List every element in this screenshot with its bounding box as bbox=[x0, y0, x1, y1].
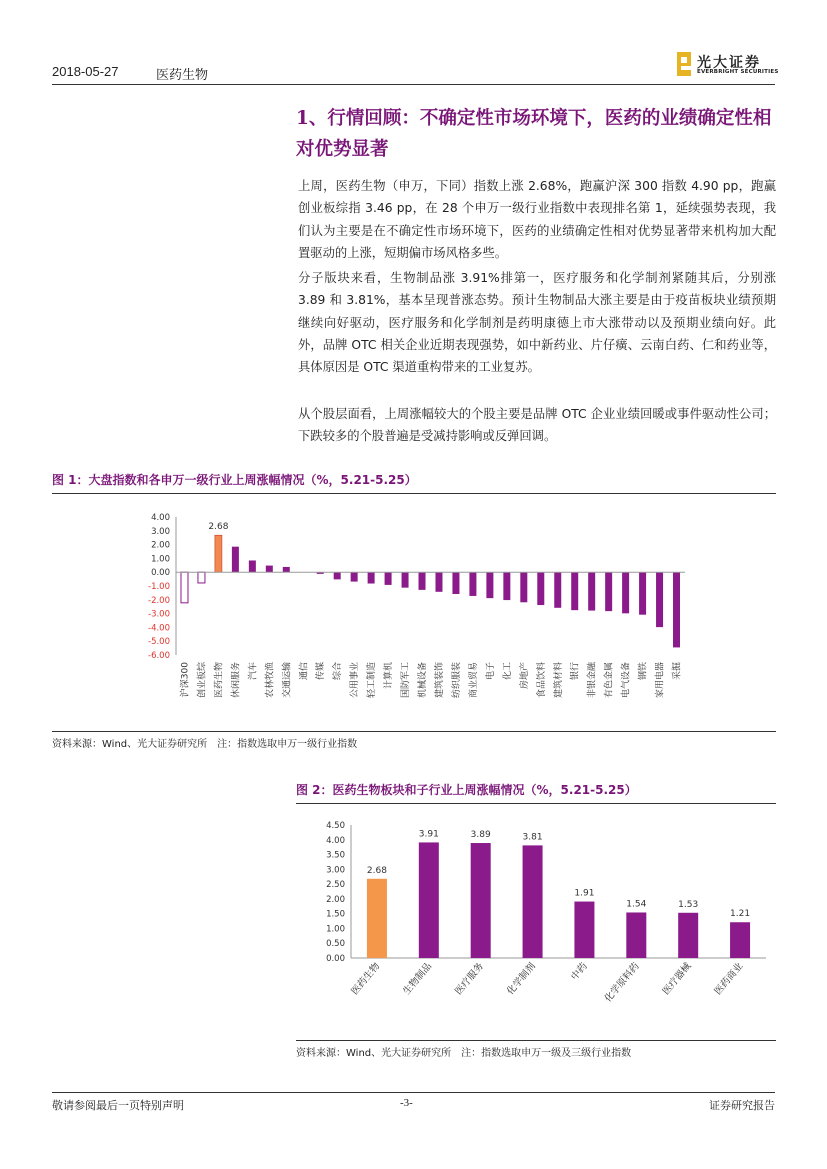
section-title: 1、行情回顾：不确定性市场环境下，医药的业绩确定性相对优势显著 bbox=[296, 108, 772, 160]
category-label: 银行 bbox=[570, 662, 581, 681]
category-label: 交通运输 bbox=[282, 662, 293, 699]
data-label: 2.68 bbox=[366, 865, 387, 876]
data-label: 3.81 bbox=[522, 832, 543, 843]
category-label: 医药商业 bbox=[712, 960, 746, 998]
bar bbox=[656, 572, 663, 627]
category-label: 化工 bbox=[502, 662, 513, 681]
bar bbox=[554, 572, 561, 608]
y-tick-label: 3.00 bbox=[151, 526, 170, 537]
bar bbox=[452, 572, 459, 594]
category-label: 沪深300 bbox=[180, 662, 191, 698]
bar bbox=[283, 567, 290, 572]
footer-disclaimer: 敬请参阅最后一页特别声明 bbox=[52, 1099, 184, 1112]
category-label: 综合 bbox=[333, 662, 344, 681]
y-tick-label: -2.00 bbox=[148, 595, 170, 606]
category-label: 公用事业 bbox=[350, 662, 361, 699]
category-label: 电气设备 bbox=[621, 662, 632, 699]
y-tick-label: 3.00 bbox=[326, 865, 345, 876]
footer-rule bbox=[52, 1092, 775, 1093]
bar bbox=[266, 566, 273, 573]
bar bbox=[730, 922, 750, 958]
page-number: -3- bbox=[400, 1097, 413, 1109]
figure1-chart bbox=[120, 505, 700, 723]
y-tick-label: 1.00 bbox=[151, 554, 170, 565]
bar bbox=[469, 572, 476, 596]
category-label: 计算机 bbox=[384, 662, 395, 690]
category-label: 汽车 bbox=[248, 662, 259, 681]
category-label: 传媒 bbox=[316, 662, 327, 681]
bar bbox=[368, 572, 375, 583]
category-label: 农林牧渔 bbox=[265, 662, 276, 699]
figure2-source: 资料来源：Wind、光大证券研究所 注：指数选取申万一级及三级行业指数 bbox=[296, 1048, 632, 1059]
category-label: 商业贸易 bbox=[468, 662, 479, 699]
category-label: 建筑装饰 bbox=[434, 662, 445, 699]
category-label: 生物制品 bbox=[401, 960, 435, 998]
y-tick-label: 3.50 bbox=[326, 850, 345, 861]
paragraph-subsector: 分子版块来看，生物制品涨 3.91%排第一，医疗服务和化学制剂紧随其后，分别涨 3.89 和 3.81%，基本呈现普涨态势。预计生物制品大涨主要是由于疫苗板块业绩预期继续向好驱动，医疗服务和化学制剂是药明康德上市大涨带动以及预期业绩向好。此外，品牌 OTC 相关企业近期表现强势，如中新药业、片仔癀、云南白药、仁和药业等，具体原因是 OTC 渠道重构带来的工业复苏。 bbox=[298, 271, 776, 375]
y-tick-label: 4.50 bbox=[326, 821, 345, 831]
category-label: 创业板综 bbox=[197, 662, 208, 699]
bar bbox=[523, 845, 543, 958]
category-label: 化学制剂 bbox=[504, 960, 538, 998]
bar bbox=[537, 572, 544, 605]
bar bbox=[351, 572, 358, 581]
y-tick-label: -3.00 bbox=[148, 609, 170, 620]
category-label: 家用电器 bbox=[655, 662, 666, 699]
footer-report-type: 证券研究报告 bbox=[709, 1099, 775, 1112]
data-label: 3.91 bbox=[418, 829, 439, 840]
category-label: 建筑材料 bbox=[553, 662, 564, 699]
category-label: 非银金融 bbox=[587, 662, 598, 699]
bar bbox=[574, 902, 594, 958]
y-tick-label: 4.00 bbox=[151, 513, 170, 523]
y-tick-label: -4.00 bbox=[148, 623, 170, 634]
figure2-chart bbox=[296, 815, 776, 1037]
data-label: 1.53 bbox=[678, 899, 699, 910]
bar bbox=[419, 572, 426, 590]
figure2-title: 图 2：医药生物板块和子行业上周涨幅情况（%，5.21-5.25） bbox=[296, 783, 637, 797]
bar bbox=[435, 572, 442, 592]
report-date: 2018-05-27 bbox=[52, 64, 119, 79]
category-label: 食品饮料 bbox=[536, 662, 547, 699]
logo-text-cn: 光大证券 bbox=[697, 55, 761, 71]
bar bbox=[520, 572, 527, 602]
page-header bbox=[52, 46, 779, 85]
category-label: 机械设备 bbox=[418, 662, 429, 699]
category-label: 中药 bbox=[569, 960, 590, 983]
figure2-rule bbox=[296, 803, 776, 804]
bar bbox=[419, 842, 439, 958]
paragraph-stocks: 从个股层面看，上周涨幅较大的个股主要是品牌 OTC 企业业绩回暖或事件驱动性公司；下跌较多的个股普遍是受减持影响或反弹回调。 bbox=[298, 407, 776, 444]
bar bbox=[367, 879, 387, 958]
y-tick-label: 0.00 bbox=[151, 568, 170, 579]
data-label: 3.89 bbox=[470, 830, 491, 841]
bar bbox=[385, 572, 392, 585]
category-label: 电子 bbox=[485, 662, 496, 681]
category-label: 有色金属 bbox=[604, 662, 615, 699]
data-label: 1.54 bbox=[626, 899, 647, 910]
y-tick-label: 1.00 bbox=[326, 924, 345, 935]
bar bbox=[571, 572, 578, 610]
data-label: 1.91 bbox=[574, 888, 595, 899]
y-tick-label: -1.00 bbox=[148, 582, 170, 592]
bar bbox=[673, 572, 680, 647]
bar bbox=[626, 912, 646, 958]
figure2-source-rule bbox=[296, 1040, 776, 1041]
y-tick-label: 4.00 bbox=[326, 835, 345, 846]
category-label: 医药生物 bbox=[214, 662, 225, 699]
y-tick-label: 2.00 bbox=[151, 540, 170, 551]
figure1-source-rule bbox=[52, 731, 776, 732]
bar bbox=[334, 572, 341, 579]
y-tick-label: -6.00 bbox=[148, 651, 170, 661]
category-label: 医疗服务 bbox=[453, 960, 486, 998]
bar bbox=[639, 572, 646, 615]
bar bbox=[588, 572, 595, 610]
figure1-title: 图 1：大盘指数和各申万一级行业上周涨幅情况（%，5.21-5.25） bbox=[52, 473, 417, 487]
logo-text-en: EVERBRIGHT SECURITIES bbox=[697, 69, 779, 75]
y-tick-label: 0.50 bbox=[326, 939, 345, 950]
category-label: 医疗器械 bbox=[660, 960, 694, 998]
y-tick-label: -5.00 bbox=[148, 637, 170, 648]
category-label: 医药生物 bbox=[349, 960, 383, 998]
bar bbox=[471, 843, 491, 958]
bar bbox=[402, 572, 409, 587]
bar bbox=[678, 913, 698, 958]
y-tick-label: 2.00 bbox=[326, 894, 345, 905]
category-label: 通信 bbox=[299, 662, 310, 681]
bar bbox=[181, 572, 188, 603]
category-label: 采掘 bbox=[672, 662, 683, 681]
bar bbox=[622, 572, 629, 613]
bar bbox=[232, 547, 239, 573]
company-logo bbox=[677, 52, 779, 78]
report-sector: 医药生物 bbox=[156, 68, 209, 83]
bar bbox=[215, 535, 222, 572]
logo-mark-icon bbox=[677, 52, 691, 76]
bar bbox=[198, 572, 205, 583]
category-label: 国防军工 bbox=[401, 662, 412, 699]
bar bbox=[486, 572, 493, 598]
data-label: 2.68 bbox=[208, 522, 229, 533]
figure1-source: 资料来源：Wind、光大证券研究所 注：指数选取申万一级行业指数 bbox=[52, 739, 358, 750]
paragraph-market-review: 上周，医药生物（申万，下同）指数上涨 2.68%，跑赢沪深 300 指数 4.90 pp，跑赢创业板综指 3.46 pp，在 28 个申万一级行业指数中表现排名第 1，延续强势表现，我们认为主要是在不确定性市场环境下，医药的业绩确定性相对优势显著带来机构加大配置驱动的上涨，短期偏市场风格多些。 bbox=[298, 179, 776, 260]
bar bbox=[503, 572, 510, 600]
category-label: 房地产 bbox=[519, 662, 530, 690]
y-tick-label: 2.50 bbox=[326, 880, 345, 891]
y-tick-label: 1.50 bbox=[326, 909, 345, 920]
category-label: 休闲服务 bbox=[231, 662, 242, 699]
y-tick-label: 0.00 bbox=[326, 954, 345, 964]
category-label: 化学原料药 bbox=[602, 960, 642, 1005]
category-label: 钢铁 bbox=[638, 662, 649, 681]
data-label: 1.21 bbox=[730, 909, 751, 920]
bar bbox=[249, 560, 256, 572]
category-label: 轻工制造 bbox=[367, 662, 378, 699]
figure1-rule bbox=[52, 493, 776, 494]
bar bbox=[605, 572, 612, 611]
category-label: 纺织服装 bbox=[451, 662, 462, 699]
